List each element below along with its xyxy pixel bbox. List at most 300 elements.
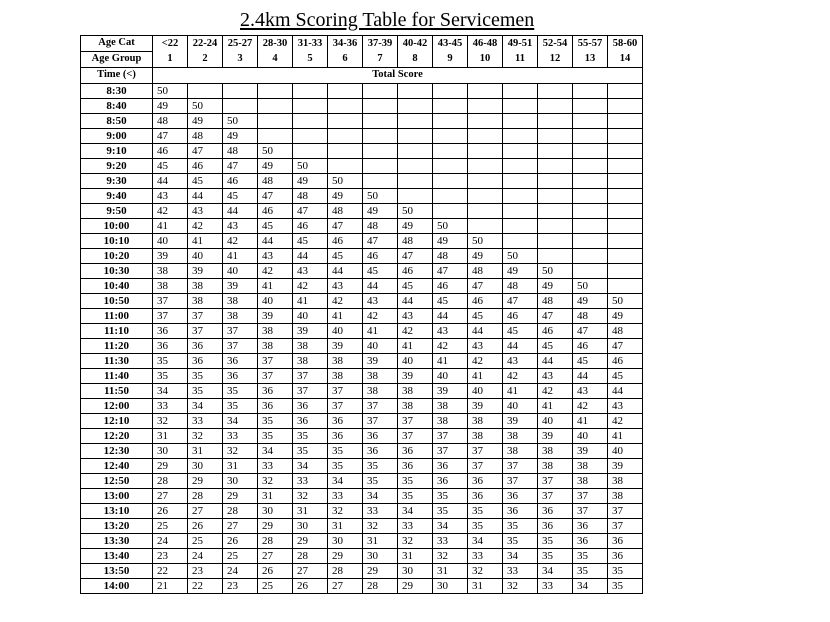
score-cell: 39 <box>258 309 293 324</box>
score-cell: 36 <box>293 399 328 414</box>
age-group-header: 9 <box>433 52 468 68</box>
table-row <box>81 549 643 564</box>
age-group-header: 5 <box>293 52 328 68</box>
score-cell: 43 <box>608 399 643 414</box>
score-cell: 30 <box>363 549 398 564</box>
time-cell: 12:30 <box>81 444 153 459</box>
score-cell: 40 <box>293 309 328 324</box>
score-cell: 42 <box>538 384 573 399</box>
score-cell: 35 <box>328 459 363 474</box>
table-row <box>81 144 643 159</box>
time-cell: 10:20 <box>81 249 153 264</box>
score-cell: 38 <box>503 429 538 444</box>
table-body <box>81 84 643 594</box>
score-cell: 45 <box>223 189 258 204</box>
score-cell: 35 <box>188 369 223 384</box>
score-cell: 48 <box>573 309 608 324</box>
score-cell <box>503 144 538 159</box>
score-cell: 38 <box>258 339 293 354</box>
score-cell: 35 <box>363 474 398 489</box>
table-row <box>81 444 643 459</box>
table-row <box>81 174 643 189</box>
score-cell: 29 <box>328 549 363 564</box>
score-cell <box>433 99 468 114</box>
score-cell: 50 <box>363 189 398 204</box>
score-cell: 50 <box>258 144 293 159</box>
score-cell: 39 <box>538 429 573 444</box>
age-cat-header: 52-54 <box>538 36 573 52</box>
score-cell <box>363 129 398 144</box>
table-row <box>81 279 643 294</box>
time-cell: 14:00 <box>81 579 153 594</box>
score-cell: 31 <box>328 519 363 534</box>
score-cell: 37 <box>328 399 363 414</box>
score-cell: 48 <box>398 234 433 249</box>
score-cell: 47 <box>223 159 258 174</box>
score-cell: 35 <box>503 519 538 534</box>
score-cell: 38 <box>363 369 398 384</box>
score-cell: 43 <box>223 219 258 234</box>
score-cell <box>573 99 608 114</box>
score-cell: 46 <box>328 234 363 249</box>
score-cell <box>468 204 503 219</box>
score-cell: 44 <box>398 294 433 309</box>
score-cell <box>398 84 433 99</box>
age-group-header: 2 <box>188 52 223 68</box>
table-row <box>81 414 643 429</box>
score-cell: 22 <box>153 564 188 579</box>
score-cell <box>608 144 643 159</box>
score-cell: 48 <box>223 144 258 159</box>
score-cell <box>608 204 643 219</box>
score-cell: 37 <box>503 474 538 489</box>
time-cell: 11:10 <box>81 324 153 339</box>
score-cell: 29 <box>258 519 293 534</box>
score-cell: 33 <box>258 459 293 474</box>
age-cat-header: 49-51 <box>503 36 538 52</box>
score-cell: 47 <box>328 219 363 234</box>
table-row <box>81 204 643 219</box>
score-cell: 34 <box>363 489 398 504</box>
score-cell: 37 <box>258 354 293 369</box>
score-cell <box>363 144 398 159</box>
score-cell: 38 <box>433 414 468 429</box>
time-cell: 9:40 <box>81 189 153 204</box>
time-cell: 10:50 <box>81 294 153 309</box>
score-cell: 40 <box>433 369 468 384</box>
score-cell: 34 <box>328 474 363 489</box>
score-cell: 36 <box>363 444 398 459</box>
age-cat-header: 22-24 <box>188 36 223 52</box>
score-cell: 43 <box>468 339 503 354</box>
score-cell: 49 <box>468 249 503 264</box>
score-cell: 37 <box>258 369 293 384</box>
score-cell <box>538 159 573 174</box>
score-cell: 37 <box>188 324 223 339</box>
score-cell: 38 <box>188 294 223 309</box>
score-cell: 38 <box>573 474 608 489</box>
score-cell: 28 <box>188 489 223 504</box>
score-cell: 38 <box>608 489 643 504</box>
score-cell <box>293 114 328 129</box>
score-cell: 30 <box>223 474 258 489</box>
score-cell <box>608 249 643 264</box>
time-cell: 9:10 <box>81 144 153 159</box>
score-cell <box>538 174 573 189</box>
score-cell <box>608 129 643 144</box>
score-cell: 50 <box>153 84 188 99</box>
age-group-header: 10 <box>468 52 503 68</box>
score-cell: 36 <box>573 519 608 534</box>
score-cell: 42 <box>433 339 468 354</box>
score-cell: 33 <box>223 429 258 444</box>
score-cell: 41 <box>503 384 538 399</box>
score-cell: 42 <box>258 264 293 279</box>
score-cell <box>293 84 328 99</box>
score-cell: 43 <box>188 204 223 219</box>
time-cell: 8:30 <box>81 84 153 99</box>
score-cell: 38 <box>468 414 503 429</box>
score-cell: 49 <box>223 129 258 144</box>
score-cell: 49 <box>573 294 608 309</box>
score-cell: 33 <box>433 534 468 549</box>
score-cell: 41 <box>608 429 643 444</box>
score-cell <box>503 114 538 129</box>
table-row <box>81 249 643 264</box>
score-cell: 39 <box>573 444 608 459</box>
time-cell: 13:20 <box>81 519 153 534</box>
score-cell: 34 <box>223 414 258 429</box>
score-cell: 42 <box>503 369 538 384</box>
score-cell: 31 <box>363 534 398 549</box>
score-cell <box>468 99 503 114</box>
score-cell: 32 <box>398 534 433 549</box>
table-row <box>81 519 643 534</box>
score-cell: 38 <box>468 429 503 444</box>
score-cell <box>328 159 363 174</box>
time-cell: 13:50 <box>81 564 153 579</box>
table-row <box>81 399 643 414</box>
score-cell: 33 <box>503 564 538 579</box>
score-cell <box>363 159 398 174</box>
score-cell: 41 <box>153 219 188 234</box>
age-group-label: Age Group <box>81 52 153 68</box>
score-cell: 41 <box>468 369 503 384</box>
score-cell: 36 <box>538 519 573 534</box>
score-cell <box>398 159 433 174</box>
score-cell: 39 <box>293 324 328 339</box>
score-cell: 50 <box>468 234 503 249</box>
score-cell: 44 <box>258 234 293 249</box>
score-cell: 35 <box>503 534 538 549</box>
score-cell <box>223 84 258 99</box>
score-cell <box>468 174 503 189</box>
score-cell: 44 <box>468 324 503 339</box>
score-cell: 47 <box>573 324 608 339</box>
score-cell: 40 <box>363 339 398 354</box>
time-cell: 13:30 <box>81 534 153 549</box>
score-cell: 38 <box>538 459 573 474</box>
score-cell: 26 <box>293 579 328 594</box>
score-cell: 26 <box>258 564 293 579</box>
score-cell: 43 <box>398 309 433 324</box>
table-row <box>81 294 643 309</box>
score-cell: 27 <box>258 549 293 564</box>
score-cell: 43 <box>328 279 363 294</box>
score-cell: 47 <box>258 189 293 204</box>
score-cell: 41 <box>223 249 258 264</box>
score-cell: 21 <box>153 579 188 594</box>
time-row <box>81 68 643 84</box>
score-cell: 33 <box>188 414 223 429</box>
score-cell: 44 <box>153 174 188 189</box>
time-cell: 13:10 <box>81 504 153 519</box>
score-cell: 37 <box>223 339 258 354</box>
score-cell: 41 <box>188 234 223 249</box>
age-group-header: 3 <box>223 52 258 68</box>
score-cell: 36 <box>328 429 363 444</box>
score-cell <box>398 129 433 144</box>
score-cell: 46 <box>398 264 433 279</box>
score-cell: 44 <box>573 369 608 384</box>
score-cell: 50 <box>328 174 363 189</box>
score-cell: 34 <box>153 384 188 399</box>
score-cell <box>538 129 573 144</box>
score-cell <box>258 114 293 129</box>
table-row <box>81 189 643 204</box>
score-cell: 37 <box>433 444 468 459</box>
table-row <box>81 369 643 384</box>
score-cell: 48 <box>503 279 538 294</box>
score-cell: 50 <box>608 294 643 309</box>
score-cell: 37 <box>608 519 643 534</box>
score-cell: 49 <box>398 219 433 234</box>
score-cell: 49 <box>328 189 363 204</box>
score-cell <box>433 204 468 219</box>
score-cell: 38 <box>573 459 608 474</box>
score-cell: 36 <box>153 339 188 354</box>
score-cell: 39 <box>328 339 363 354</box>
score-cell: 43 <box>293 264 328 279</box>
score-cell: 48 <box>433 249 468 264</box>
score-cell: 36 <box>398 444 433 459</box>
score-cell: 46 <box>188 159 223 174</box>
score-cell: 34 <box>433 519 468 534</box>
page-title: 2.4km Scoring Table for Servicemen <box>240 9 535 31</box>
score-cell <box>573 174 608 189</box>
score-cell <box>398 144 433 159</box>
score-cell <box>503 204 538 219</box>
score-cell <box>363 84 398 99</box>
score-cell: 38 <box>328 354 363 369</box>
score-cell: 27 <box>188 504 223 519</box>
table-row <box>81 309 643 324</box>
age-cat-header: <22 <box>153 36 188 52</box>
score-cell: 38 <box>433 399 468 414</box>
score-cell <box>503 174 538 189</box>
score-cell: 45 <box>538 339 573 354</box>
score-cell: 29 <box>223 489 258 504</box>
score-cell: 50 <box>223 114 258 129</box>
score-cell <box>573 159 608 174</box>
time-cell: 12:40 <box>81 459 153 474</box>
score-cell: 33 <box>363 504 398 519</box>
time-cell: 13:40 <box>81 549 153 564</box>
score-cell <box>573 219 608 234</box>
table-row <box>81 354 643 369</box>
score-cell: 35 <box>468 504 503 519</box>
score-cell: 32 <box>188 429 223 444</box>
score-cell: 48 <box>293 189 328 204</box>
score-cell <box>538 114 573 129</box>
score-cell <box>503 234 538 249</box>
score-cell: 43 <box>363 294 398 309</box>
score-cell: 37 <box>293 384 328 399</box>
score-cell: 49 <box>153 99 188 114</box>
time-cell: 10:30 <box>81 264 153 279</box>
age-group-header: 1 <box>153 52 188 68</box>
score-cell: 38 <box>608 474 643 489</box>
score-cell: 44 <box>363 279 398 294</box>
score-cell <box>538 84 573 99</box>
score-cell: 36 <box>258 384 293 399</box>
score-cell <box>608 114 643 129</box>
score-cell <box>538 249 573 264</box>
score-cell: 28 <box>328 564 363 579</box>
score-cell: 32 <box>363 519 398 534</box>
score-cell <box>573 144 608 159</box>
score-cell: 36 <box>223 354 258 369</box>
score-cell: 34 <box>538 564 573 579</box>
table-row <box>81 324 643 339</box>
score-cell: 48 <box>153 114 188 129</box>
score-cell: 40 <box>608 444 643 459</box>
score-cell: 38 <box>363 384 398 399</box>
score-cell: 39 <box>433 384 468 399</box>
score-cell: 30 <box>153 444 188 459</box>
score-cell <box>258 129 293 144</box>
score-cell: 42 <box>363 309 398 324</box>
table-row <box>81 489 643 504</box>
score-cell: 49 <box>293 174 328 189</box>
score-cell <box>573 189 608 204</box>
score-cell: 43 <box>153 189 188 204</box>
score-cell <box>328 114 363 129</box>
score-cell: 33 <box>328 489 363 504</box>
score-cell: 36 <box>223 369 258 384</box>
score-cell: 50 <box>503 249 538 264</box>
score-cell <box>363 174 398 189</box>
score-cell: 49 <box>188 114 223 129</box>
score-cell <box>398 99 433 114</box>
score-cell: 43 <box>573 384 608 399</box>
time-cell: 11:20 <box>81 339 153 354</box>
score-cell: 45 <box>153 159 188 174</box>
score-cell: 43 <box>503 354 538 369</box>
score-cell: 39 <box>223 279 258 294</box>
time-cell: 11:50 <box>81 384 153 399</box>
score-cell: 45 <box>188 174 223 189</box>
score-cell: 41 <box>538 399 573 414</box>
table-row <box>81 534 643 549</box>
score-cell <box>573 114 608 129</box>
score-cell: 48 <box>538 294 573 309</box>
score-cell <box>468 129 503 144</box>
score-cell: 45 <box>468 309 503 324</box>
score-cell: 34 <box>468 534 503 549</box>
score-cell: 47 <box>608 339 643 354</box>
score-cell: 37 <box>328 384 363 399</box>
table-row <box>81 579 643 594</box>
score-cell: 34 <box>398 504 433 519</box>
time-cell: 12:10 <box>81 414 153 429</box>
score-cell: 44 <box>328 264 363 279</box>
age-cat-header: 43-45 <box>433 36 468 52</box>
score-cell: 49 <box>503 264 538 279</box>
age-cat-header: 25-27 <box>223 36 258 52</box>
score-cell: 28 <box>363 579 398 594</box>
score-cell <box>573 129 608 144</box>
score-cell: 36 <box>538 504 573 519</box>
score-cell: 43 <box>258 249 293 264</box>
score-cell: 37 <box>573 504 608 519</box>
score-cell: 34 <box>188 399 223 414</box>
score-cell <box>258 99 293 114</box>
score-cell: 40 <box>223 264 258 279</box>
score-cell: 29 <box>188 474 223 489</box>
score-cell: 33 <box>153 399 188 414</box>
score-cell: 32 <box>258 474 293 489</box>
table-row <box>81 264 643 279</box>
score-cell: 38 <box>538 444 573 459</box>
score-cell: 39 <box>608 459 643 474</box>
age-cat-header: 55-57 <box>573 36 608 52</box>
score-cell: 44 <box>188 189 223 204</box>
score-cell: 31 <box>188 444 223 459</box>
age-cat-header: 37-39 <box>363 36 398 52</box>
age-group-header: 6 <box>328 52 363 68</box>
score-cell: 38 <box>293 339 328 354</box>
time-cell: 12:50 <box>81 474 153 489</box>
score-cell: 32 <box>503 579 538 594</box>
score-cell: 45 <box>573 354 608 369</box>
score-cell <box>468 159 503 174</box>
score-cell: 35 <box>433 504 468 519</box>
score-cell: 30 <box>328 534 363 549</box>
score-cell: 45 <box>363 264 398 279</box>
score-cell: 35 <box>223 384 258 399</box>
table-row <box>81 234 643 249</box>
table-row <box>81 84 643 99</box>
age-group-header: 4 <box>258 52 293 68</box>
score-cell: 32 <box>293 489 328 504</box>
age-cat-header: 31-33 <box>293 36 328 52</box>
score-cell <box>608 234 643 249</box>
score-cell: 50 <box>398 204 433 219</box>
score-cell: 28 <box>223 504 258 519</box>
table-row <box>81 504 643 519</box>
score-cell: 32 <box>433 549 468 564</box>
score-cell <box>328 84 363 99</box>
score-cell: 25 <box>188 534 223 549</box>
score-cell: 26 <box>223 534 258 549</box>
score-cell: 30 <box>398 564 433 579</box>
score-cell: 44 <box>608 384 643 399</box>
score-cell: 40 <box>573 429 608 444</box>
score-cell: 36 <box>503 504 538 519</box>
score-cell <box>538 234 573 249</box>
score-cell: 35 <box>223 399 258 414</box>
